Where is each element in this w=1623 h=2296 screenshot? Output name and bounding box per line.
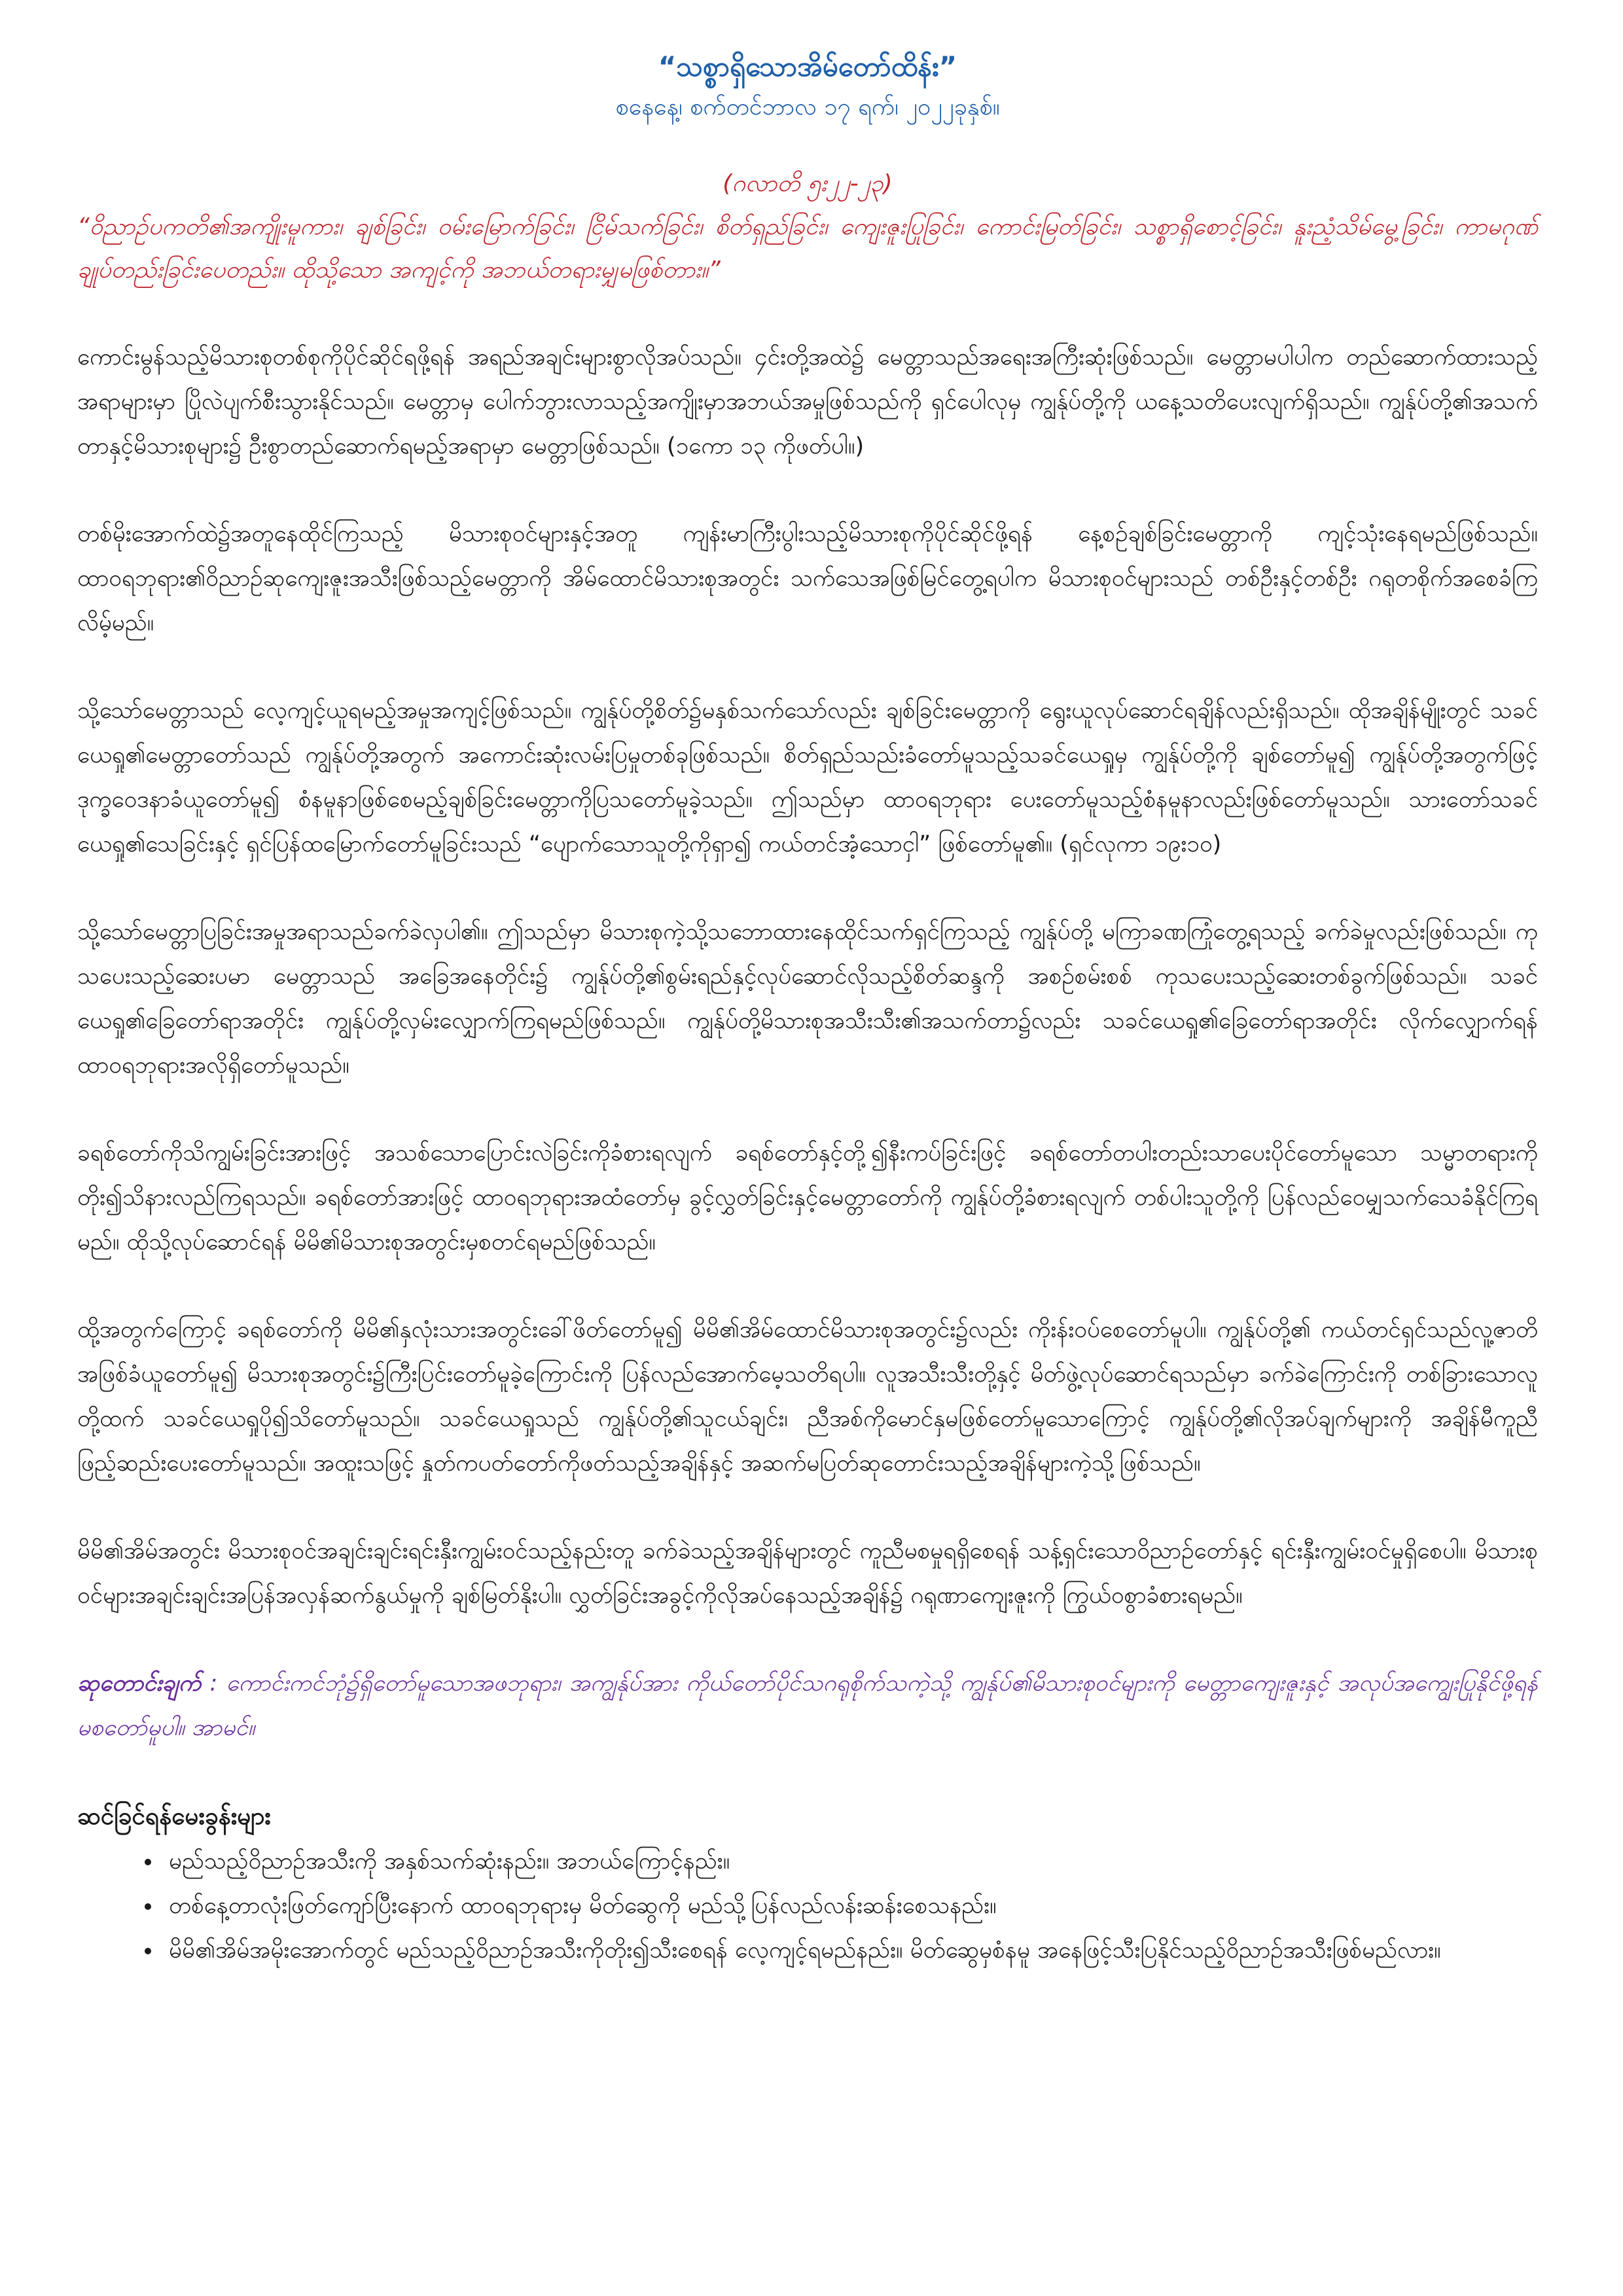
paragraph-6: ထို့အတွက်ကြောင့် ခရစ်တော်ကို မိမိ၏နှလုံးသားအတွင်းခေါ်ဖိတ်တော်မူ၍ မိမိ၏အိမ်ထောင်မိသားစုအတွင်း၌လည်း ကိုးန်းဝပ်စေတော်မူပါ။ ကျွန်ုပ်တို့၏ ကယ်တင်ရှင်သည်လူ့ဇာတိအဖြစ်ခံယူတော်မူ၍ မိသားစုအတွင်း၌ကြီးပြင်းတော်မူခဲ့ကြောင်းကို ပြန်လည်အောက်မေ့သတိရပါ။ လူအသီးသီးတို့နှင့် မိတ်ဖွဲ့လုပ်ဆောင်ရသည်မှာ ခက်ခဲကြောင်းကို တစ်ခြားသောလူတို့ထက် သခင်ယေရှုပို၍သိတော်မူသည်။ သခင်ယေရှုသည် ကျွန်ုပ်တို့၏သူငယ်ချင်း၊ ညီအစ်ကိုမောင်နှမဖြစ်တော်မူသောကြောင့် ကျွန်ုပ်တို့၏လိုအပ်ချက်များကို အချိန်မီကူညီဖြည့်ဆည်းပေးတော်မူသည်။ အထူးသဖြင့် နှုတ်ကပတ်တော်ကိုဖတ်သည့်အချိန်နှင့် အဆက်မပြတ်ဆုတောင်းသည့်အချိန်များကဲ့သို့ဖြစ်သည်။ bbox=[77, 1317, 1538, 1477]
paragraph-2: တစ်မိုးအောက်ထဲ၌အတူနေထိုင်ကြသည့် မိသားစုဝင်များနှင့်အတူ ကျန်းမာကြီးပွါးသည့်မိသားစုကိုပိုင်ဆိုင်ဖို့ရန် နေ့စဉ်ချစ်ခြင်းမေတ္တာကို ကျင့်သုံးနေရမည်ဖြစ်သည်။ ထာဝရဘုရား၏ဝိညာဉ်ဆုကျေးဇူးအသီးဖြစ်သည့်မေတ္တာကို အိမ်ထောင်မိသားစုအတွင်း သက်သေအဖြစ်မြင်တွေ့ရပါက မိသားစုဝင်များသည် တစ်ဦးနှင့်တစ်ဦး ဂရုတစိုက်အစေခံကြလိမ့်မည်။ bbox=[77, 521, 1538, 636]
scripture-reference: (ဂလာတိ ၅း၂၂-၂၃) bbox=[722, 170, 893, 197]
scripture-text: “ဝိညာဉ်ပကတိ၏အကျိုးမူကား၊ ချစ်ခြင်း၊ ဝမ်းမြောက်ခြင်း၊ ငြိမ်သက်ခြင်း၊ စိတ်ရှည်ခြင်း၊ ကျေးဇူးပြုခြင်း၊ ကောင်းမြတ်ခြင်း၊ သစ္စာရှိစောင့်ခြင်း၊ နူးညံ့သိမ်မွေ့ခြင်း၊ ကာမဂုဏ်ချုပ်တည်းခြင်းပေတည်း။ ထိုသို့သော အကျင့်ကို အဘယ်တရားမျှမဖြစ်တား။” bbox=[77, 213, 1538, 283]
prayer bbox=[77, 1661, 1538, 1750]
paragraph-5: ခရစ်တော်ကိုသိကျွမ်းခြင်းအားဖြင့် အသစ်သောပြောင်းလဲခြင်းကိုခံစားရလျက် ခရစ်တော်နှင့်တို့၍နီးကပ်ခြင်းဖြင့် ခရစ်တော်တပါးတည်းသာပေးပိုင်တော်မူသော သမ္မာတရားကို တိုး၍သိနားလည်ကြရသည်။ ခရစ်တော်အားဖြင့် ထာဝရဘုရားအထံတော်မှ ခွင့်လွှတ်ခြင်းနှင့်မေတ္တာတော်ကို ကျွန်ုပ်တို့ခံစားရလျက် တစ်ပါးသူတို့ကို ပြန်လည်ဝေမျှသက်သေခံနိုင်ကြရမည်။ ထိုသို့လုပ်ဆောင်ရန် မိမိ၏မိသားစုအတွင်းမှစတင်ရမည်ဖြစ်သည်။ bbox=[77, 1140, 1538, 1255]
question-item: • တစ်နေ့တာလုံးဖြတ်ကျော်ပြီးနောက် ထာဝရဘုရားမှ မိတ်ဆွေကို မည်သို့ပြန်လည်လန်းဆန်းစေသနည်း။ bbox=[162, 1884, 1538, 1928]
question-item: • မိမိ၏အိမ်အမိုးအောက်တွင် မည်သည့်ဝိညာဉ်အသီးကိုတိုး၍သီးစေရန် လေ့ကျင့်ရမည်နည်း။ မိတ်ဆွေမှစံနမူ အနေဖြင့်သီးပြနိုင်သည့်ဝိညာဉ်အသီးဖြစ်မည်လား။ bbox=[162, 1928, 1538, 1973]
questions-list bbox=[77, 1839, 1538, 1973]
prayer-label: ဆုတောင်းချက် bbox=[77, 1670, 202, 1696]
paragraph-7: မိမိ၏အိမ်အတွင်း မိသားစုဝင်အချင်းချင်းရင်းနှီးကျွမ်းဝင်သည့်နည်းတူ ခက်ခဲသည့်အချိန်များတွင် ကူညီမစမှုရရှိစေရန် သန့်ရှင်းသောဝိညာဉ်တော်နှင့် ရင်းနှီးကျွမ်းဝင်မှုရှိစေပါ။ မိသားစုဝင်များအချင်းချင်းအပြန်အလှန်ဆက်နွယ်မှုကို ချစ်မြတ်နိုးပါ။ လွှတ်ခြင်းအခွင့်ကိုလိုအပ်နေသည့်အချိန်၌ ဂရုဏာကျေးဇူးကို ကြွယ်ဝစွာခံစားရမည်။ bbox=[77, 1538, 1538, 1609]
devotional-page bbox=[77, 46, 1538, 1973]
prayer-text: : ကောင်းကင်ဘုံ၌ရှိတော်မူသောအဖဘုရား၊ အကျွန်ုပ်အား ကိုယ်တော်ပိုင်သဂရုစိုက်သကဲ့သို့ ကျွန်ုပ်၏မိသားစုဝင်များကို မေတ္တာကျေးဇူးနှင့် အလုပ်အကျွေးပြုနိုင်ဖို့ရန်မစတော်မူပါ။ အာမင်။ bbox=[77, 1670, 1538, 1741]
paragraph-4: သို့သော်မေတ္တာပြခြင်းအမှုအရာသည်ခက်ခဲလှပါ၏။ ဤသည်မှာ မိသားစုကဲ့သို့သဘောထားနေထိုင်သက်ရှင်ကြသည့် ကျွန်ုပ်တို့ မကြာခဏကြုံတွေ့ရသည့် ခက်ခဲမှုလည်းဖြစ်သည်။ ကုသပေးသည့်ဆေးပမာ မေတ္တာသည် အခြေအနေတိုင်း၌ ကျွန်ုပ်တို့၏စွမ်းရည်နှင့်လုပ်ဆောင်လိုသည့်စိတ်ဆန္ဒကို အစဉ်စမ်းစစ် ကုသပေးသည့်ဆေးတစ်ခွက်ဖြစ်သည်။ သခင်ယေရှု၏ခြေတော်ရာအတိုင်း ကျွန်ုပ်တို့လှမ်းလျှောက်ကြရမည်ဖြစ်သည်။ ကျွန်ုပ်တို့မိသားစုအသီးသီး၏အသက်တာ၌လည်း သခင်ယေရှု၏ခြေတော်ရာအတိုင်း လိုက်လျှောက်ရန် ထာဝရဘုရားအလိုရှိတော်မူသည်။ bbox=[77, 919, 1538, 1079]
paragraph-1: ကောင်းမွန်သည့်မိသားစုတစ်စုကိုပိုင်ဆိုင်ရဖို့ရန် အရည်အချင်းများစွာလိုအပ်သည်။ ၄င်းတို့အထဲ၌ မေတ္တာသည်အရေးအကြီးဆုံးဖြစ်သည်။ မေတ္တာမပါပါက တည်ဆောက်ထားသည့်အရာများမှာ ပြိုလဲပျက်စီးသွားနိုင်သည်။ မေတ္တာမှ ပေါက်ဘွားလာသည့်အကျိုးမှာအဘယ်အမှုဖြစ်သည်ကို ရှင်ပေါလုမှ ကျွန်ုပ်တို့ကို ယနေ့သတိပေးလျက်ရှိသည်။ ကျွန်ုပ်တို့၏အသက်တာနှင့်မိသားစုများ၌ ဦးစွာတည်ဆောက်ရမည့်အရာမှာ မေတ္တာဖြစ်သည်။ (၁ကော ၁၃ ကိုဖတ်ပါ။) bbox=[77, 344, 1538, 459]
page-title: “သစ္စာရှိသောအိမ်တော်ထိန်း” bbox=[658, 50, 957, 82]
page-date: စနေနေ့၊ စက်တင်ဘာလ ၁၇ ရက်၊ ၂၀၂၂ခုနှစ်။ bbox=[615, 94, 1000, 120]
questions-heading: ဆင်ခြင်ရန်မေးခွန်းများ bbox=[77, 1802, 271, 1830]
question-item: • မည်သည့်ဝိညာဉ်အသီးကို အနှစ်သက်ဆုံးနည်း။ အဘယ်ကြောင့်နည်း။ bbox=[162, 1839, 1538, 1884]
paragraph-3: သို့သော်မေတ္တာသည် လေ့ကျင့်ယူရမည့်အမှုအကျင့်ဖြစ်သည်။ ကျွန်ုပ်တို့စိတ်၌မနှစ်သက်သော်လည်း ချစ်ခြင်းမေတ္တာကို ရွေးယူလုပ်ဆောင်ရချိန်လည်းရှိသည်။ ထိုအချိန်မျိုးတွင် သခင်ယေရှု၏မေတ္တာတော်သည် ကျွန်ုပ်တို့အတွက် အကောင်းဆုံးလမ်းပြမှုတစ်ခုဖြစ်သည်။ စိတ်ရှည်သည်းခံတော်မူသည့်သခင်ယေရှုမှ ကျွန်ုပ်တို့ကို ချစ်တော်မူ၍ ကျွန်ုပ်တို့အတွက်ဖြင့် ဒုက္ခဝေဒနာခံယူတော်မူ၍ စံနမူနာဖြစ်စေမည့်ချစ်ခြင်းမေတ္တာကိုပြသတော်မူခဲ့သည်။ ဤသည်မှာ ထာဝရဘုရား ပေးတော်မူသည့်စံနမူနာလည်းဖြစ်တော်မူသည်။ သားတော်သခင်ယေရှု၏သေခြင်းနှင့် ရှင်ပြန်ထမြောက်တော်မူခြင်းသည် “ပျောက်သောသူတို့ကိုရှာ၍ ကယ်တင်အံ့သောငှါ” ဖြစ်တော်မူ၏။ (ရှင်လုကာ ၁၉း၁၀) bbox=[77, 698, 1538, 857]
